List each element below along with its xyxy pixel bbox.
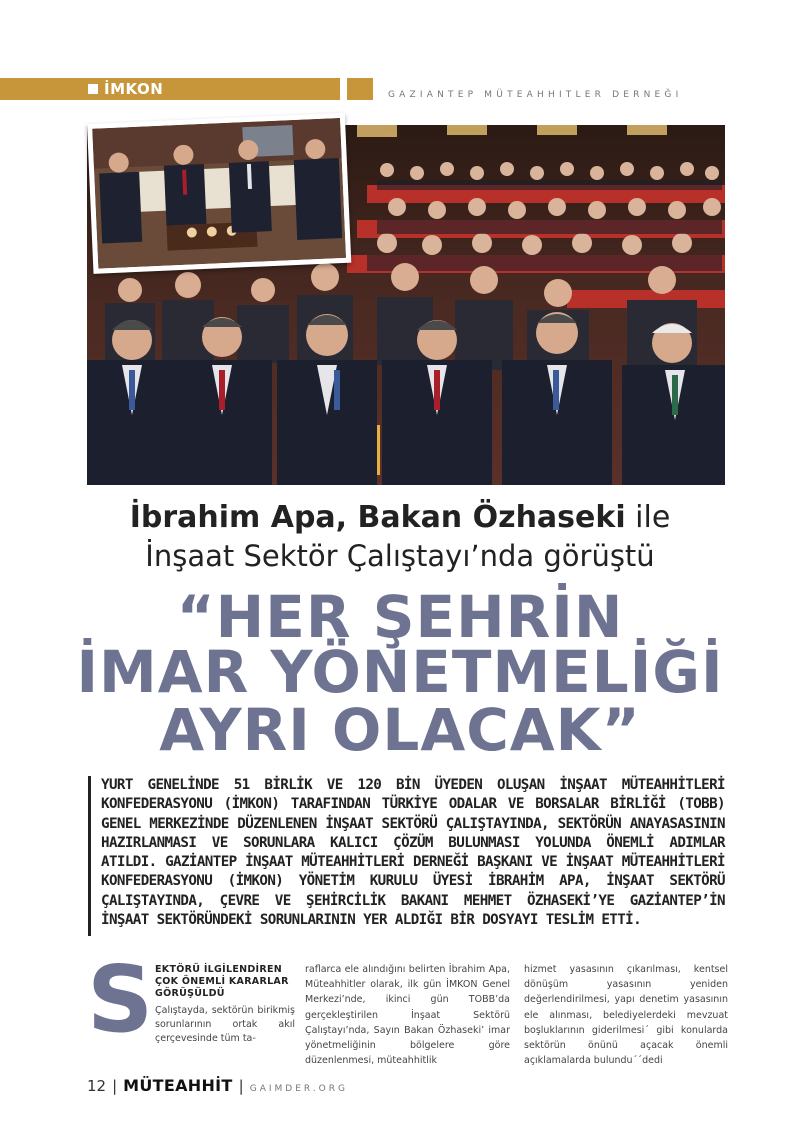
drop-cap: S (87, 946, 154, 1053)
headline-subtitle-rest: ile (625, 500, 671, 535)
headline-subtitle-line2: İnşaat Sektör Çalıştayı’nda görüştü (145, 539, 655, 573)
lead-paragraph: YURT GENELİNDE 51 BİRLİK VE 120 BİN ÜYEDEN OLUŞAN İNŞAAT MÜTEAHHİTLERİ KONFEDERASYONU (İMKON) TARAFINDAN TÜRKİYE ODALAR VE BORSALAR BİRLİĞİ (TOBB) GENEL MERKEZİNDE DÜZENLENEN İNŞAAT SEKTÖRÜ ÇALIŞTAYINDA, SEKTÖRÜN ANAYASASININ HAZIRLANMASI VE SORUNLARA KALICI ÇÖZÜM BULUNMASI YOLUNDA ÖNEMLİ ADIMLAR ATILDI. GAZİANTEP İNŞAAT MÜTEAHHİTLERİ DERNEĞİ BAŞKANI VE İNŞAAT MÜTEAHHİTLERİ KONFEDERASYONU (İMKON) YÖNETİM KURULU ÜYESİ İBRAHİM APA, İNŞAAT SEKTÖRÜ ÇALIŞTAYINDA, ÇEVRE VE ŞEHİRCİLİK BAKANI MEHMET ÖZHASEKİ’YE GAZİANTEP’İN İNŞAAT SEKTÖRÜNDEKİ SORUNLARININ YER ALDIĞI BİR DOSYAYI TESLİM ETTİ. (101, 777, 725, 929)
lead-accent-bar (88, 776, 91, 936)
body-column-2: raflarca ele alındığını belirten İbrahim Apa, Müteahhitler olarak, ilk gün İMKON Genel Merkezi’nde, ikinci gün TOBB’da gerçekleştirilen İnşaat Sektörü Çalıştayı’nda, Sayın Bakan Özhaseki’ imar yönetmeliğinin bölgelere göre düzenlenmesi, müteahhitlik (305, 964, 510, 1067)
headline-subtitle-bold: İbrahim Apa, Bakan Özhaseki (129, 500, 626, 535)
footer-separator-2: | (238, 1077, 244, 1095)
footer-separator: | (112, 1077, 118, 1095)
website-link[interactable]: GAIMDER.ORG (249, 1084, 348, 1094)
headline-quote-line1: “HER ŞEHRİN (176, 583, 624, 651)
body-column-3: hizmet yasasının çıkarılması, kentsel dönüşüm yasasının yeniden değerlendirilmesi, yapı denetim yasasının ele alınması, belediyelerdeki mevzuat boşluklarının giderilmesi´ gibi konularda sektörün önünü açacak önemli açıklamalarda bulundu´´dedi (524, 964, 728, 1067)
section-subheading: EKTÖRÜ İLGİLENDİREN ÇOK ÖNEMLİ KARARLAR GÖRÜŞÜLDÜ (155, 964, 289, 999)
page-number: 12 (87, 1077, 107, 1095)
header-accent-tab (347, 78, 373, 100)
headline-quote-line2: İMAR YÖNETMELİĞİ (76, 638, 724, 706)
section-header-band (0, 78, 340, 100)
section-square-icon (88, 84, 98, 94)
section-label: İMKON (104, 80, 164, 98)
magazine-brand: MÜTEAHHİT (123, 1076, 233, 1095)
inset-photo (87, 113, 351, 274)
organization-name: GAZIANTEP MÜTEAHHITLER DERNEĞI (388, 90, 683, 100)
body-column-1: Çalıştayda, sektörün birikmiş sorunlarının ortak akıl çerçevesinde tüm ta- (155, 1005, 295, 1044)
page-footer (87, 1076, 348, 1095)
headline-quote-line3: AYRI OLACAK” (159, 696, 641, 764)
headline-subtitle (0, 500, 800, 535)
